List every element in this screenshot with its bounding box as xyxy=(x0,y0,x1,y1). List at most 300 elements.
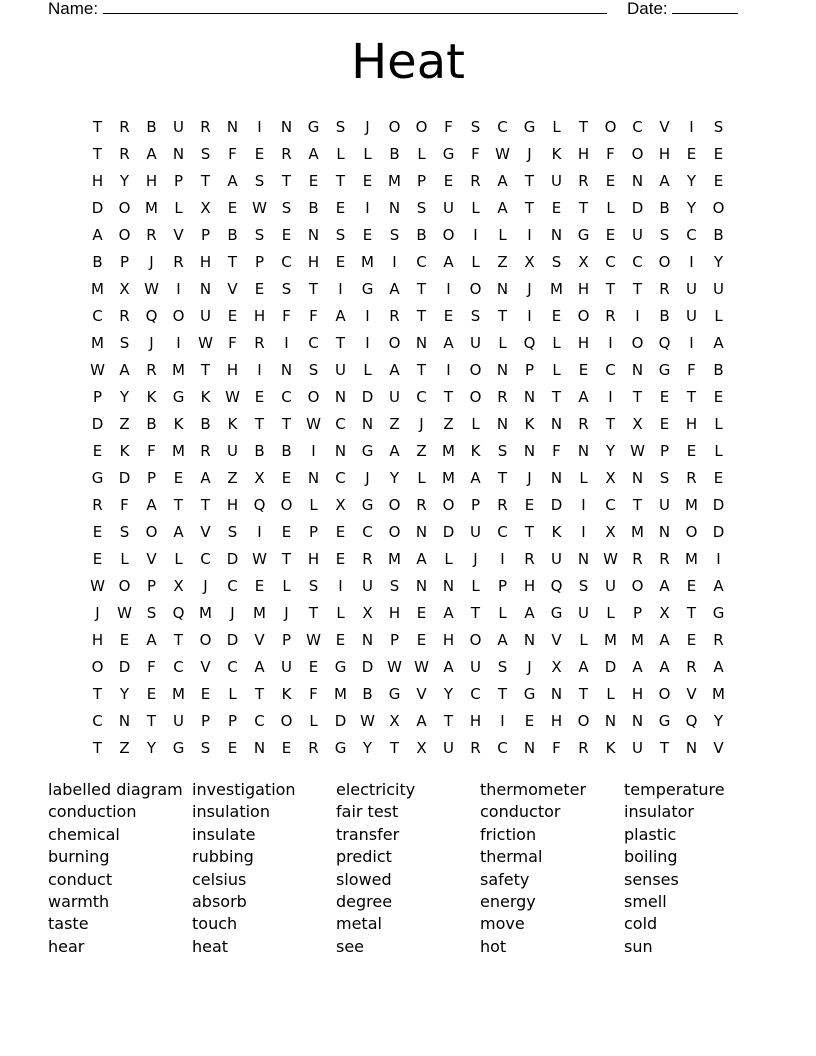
grid-letter[interactable]: M xyxy=(631,630,644,649)
grid-letter[interactable]: C xyxy=(281,387,292,406)
grid-letter[interactable]: T xyxy=(389,738,400,757)
grid-letter[interactable]: H xyxy=(226,495,239,514)
grid-letter[interactable]: L xyxy=(579,630,588,649)
grid-letter[interactable]: L xyxy=(498,603,507,622)
grid-letter[interactable]: A xyxy=(416,549,427,568)
grid-letter[interactable]: E xyxy=(713,171,724,190)
grid-letter[interactable]: E xyxy=(281,522,292,541)
grid-letter[interactable]: G xyxy=(172,387,185,406)
grid-letter[interactable]: Z xyxy=(443,414,454,433)
grid-letter[interactable]: S xyxy=(389,576,400,595)
grid-letter[interactable]: N xyxy=(226,117,239,136)
grid-letter[interactable]: H xyxy=(442,630,455,649)
grid-letter[interactable]: L xyxy=(471,198,480,217)
grid-letter[interactable]: B xyxy=(146,117,157,136)
grid-letter[interactable]: D xyxy=(712,522,725,541)
grid-letter[interactable]: D xyxy=(631,198,644,217)
grid-letter[interactable]: L xyxy=(552,117,561,136)
grid-letter[interactable]: B xyxy=(200,414,211,433)
grid-letter[interactable]: U xyxy=(551,549,562,568)
grid-letter[interactable]: L xyxy=(174,549,183,568)
grid-letter[interactable]: H xyxy=(550,711,563,730)
grid-letter[interactable]: S xyxy=(308,360,319,379)
grid-letter[interactable]: W xyxy=(630,441,645,460)
grid-letter[interactable]: T xyxy=(497,306,508,325)
grid-letter[interactable]: O xyxy=(280,711,293,730)
grid-letter[interactable]: I xyxy=(257,522,262,541)
grid-letter[interactable]: X xyxy=(254,468,265,487)
grid-letter[interactable]: Y xyxy=(686,198,697,217)
grid-letter[interactable]: A xyxy=(227,171,238,190)
grid-letter[interactable]: E xyxy=(686,576,697,595)
grid-letter[interactable]: Y xyxy=(119,171,130,190)
grid-letter[interactable]: V xyxy=(200,657,211,676)
grid-letter[interactable]: N xyxy=(550,468,563,487)
grid-letter[interactable]: T xyxy=(497,684,508,703)
grid-letter[interactable]: W xyxy=(90,360,105,379)
grid-letter[interactable]: M xyxy=(442,441,455,460)
grid-letter[interactable]: R xyxy=(713,630,724,649)
grid-letter[interactable]: A xyxy=(443,252,454,271)
grid-letter[interactable]: L xyxy=(282,576,291,595)
grid-letter[interactable]: L xyxy=(471,414,480,433)
grid-letter[interactable]: Z xyxy=(119,738,130,757)
grid-letter[interactable]: V xyxy=(686,684,697,703)
grid-letter[interactable]: S xyxy=(119,333,130,352)
grid-letter[interactable]: U xyxy=(443,198,454,217)
grid-letter[interactable]: J xyxy=(365,468,370,487)
grid-letter[interactable]: T xyxy=(605,414,616,433)
grid-letter[interactable]: U xyxy=(470,522,481,541)
grid-letter[interactable]: L xyxy=(606,684,615,703)
grid-letter[interactable]: I xyxy=(689,252,694,271)
grid-letter[interactable]: O xyxy=(469,387,482,406)
grid-letter[interactable]: S xyxy=(497,441,508,460)
grid-letter[interactable]: A xyxy=(416,711,427,730)
grid-letter[interactable]: W xyxy=(117,603,132,622)
grid-letter[interactable]: E xyxy=(524,711,535,730)
grid-letter[interactable]: A xyxy=(200,468,211,487)
grid-letter[interactable]: T xyxy=(254,414,265,433)
grid-letter[interactable]: E xyxy=(551,198,562,217)
grid-letter[interactable]: M xyxy=(388,171,401,190)
grid-letter[interactable]: O xyxy=(388,117,401,136)
grid-letter[interactable]: Z xyxy=(416,441,427,460)
grid-letter[interactable]: Q xyxy=(172,603,185,622)
grid-letter[interactable]: T xyxy=(92,144,103,163)
grid-letter[interactable]: T xyxy=(605,279,616,298)
grid-letter[interactable]: U xyxy=(659,495,670,514)
grid-letter[interactable]: E xyxy=(605,225,616,244)
grid-letter[interactable]: P xyxy=(416,171,427,190)
grid-letter[interactable]: L xyxy=(552,333,561,352)
grid-letter[interactable]: M xyxy=(199,603,212,622)
grid-letter[interactable]: H xyxy=(685,414,698,433)
grid-letter[interactable]: G xyxy=(712,603,725,622)
grid-letter[interactable]: B xyxy=(362,684,373,703)
grid-letter[interactable]: E xyxy=(281,225,292,244)
grid-letter[interactable]: R xyxy=(470,171,481,190)
grid-letter[interactable]: S xyxy=(335,225,346,244)
grid-letter[interactable]: H xyxy=(577,144,590,163)
grid-letter[interactable]: E xyxy=(551,306,562,325)
grid-letter[interactable]: O xyxy=(577,306,590,325)
grid-letter[interactable]: U xyxy=(551,171,562,190)
grid-letter[interactable]: K xyxy=(281,684,292,703)
grid-letter[interactable]: N xyxy=(361,630,374,649)
grid-letter[interactable]: S xyxy=(659,468,670,487)
grid-letter[interactable]: B xyxy=(308,198,319,217)
grid-letter[interactable]: V xyxy=(713,738,724,757)
grid-letter[interactable]: H xyxy=(199,252,212,271)
grid-letter[interactable]: T xyxy=(578,198,589,217)
grid-letter[interactable]: G xyxy=(523,117,536,136)
grid-letter[interactable]: U xyxy=(443,738,454,757)
grid-letter[interactable]: R xyxy=(200,441,211,460)
grid-letter[interactable]: F xyxy=(309,306,318,325)
grid-letter[interactable]: N xyxy=(604,711,617,730)
grid-letter[interactable]: N xyxy=(334,387,347,406)
grid-letter[interactable]: I xyxy=(635,306,640,325)
grid-letter[interactable]: P xyxy=(470,495,481,514)
grid-letter[interactable]: I xyxy=(500,549,505,568)
grid-letter[interactable]: O xyxy=(388,495,401,514)
grid-letter[interactable]: Y xyxy=(119,684,130,703)
grid-letter[interactable]: N xyxy=(577,549,590,568)
grid-letter[interactable]: C xyxy=(308,333,319,352)
grid-letter[interactable]: W xyxy=(306,630,321,649)
grid-letter[interactable]: A xyxy=(659,171,670,190)
grid-letter[interactable]: B xyxy=(659,198,670,217)
grid-letter[interactable]: P xyxy=(632,603,643,622)
grid-letter[interactable]: S xyxy=(281,198,292,217)
grid-letter[interactable]: L xyxy=(471,252,480,271)
grid-letter[interactable]: H xyxy=(91,171,104,190)
grid-letter[interactable]: E xyxy=(227,738,238,757)
grid-letter[interactable]: U xyxy=(200,306,211,325)
grid-letter[interactable]: T xyxy=(416,279,427,298)
grid-letter[interactable]: Y xyxy=(713,252,724,271)
grid-letter[interactable]: T xyxy=(92,738,103,757)
grid-letter[interactable]: J xyxy=(149,333,154,352)
grid-letter[interactable]: W xyxy=(306,414,321,433)
grid-letter[interactable]: O xyxy=(118,225,131,244)
grid-letter[interactable]: A xyxy=(173,522,184,541)
grid-letter[interactable]: N xyxy=(550,225,563,244)
grid-letter[interactable]: S xyxy=(200,738,211,757)
grid-letter[interactable]: P xyxy=(308,522,319,541)
grid-letter[interactable]: F xyxy=(606,144,615,163)
grid-letter[interactable]: E xyxy=(254,144,265,163)
grid-letter[interactable]: K xyxy=(146,387,157,406)
grid-letter[interactable]: H xyxy=(523,576,536,595)
grid-letter[interactable]: J xyxy=(230,603,235,622)
grid-letter[interactable]: N xyxy=(658,522,671,541)
grid-letter[interactable]: C xyxy=(470,684,481,703)
grid-letter[interactable]: I xyxy=(446,360,451,379)
grid-letter[interactable]: N xyxy=(442,576,455,595)
grid-letter[interactable]: Q xyxy=(253,495,266,514)
grid-letter[interactable]: X xyxy=(416,738,427,757)
grid-letter[interactable]: J xyxy=(203,576,208,595)
grid-letter[interactable]: E xyxy=(146,684,157,703)
grid-letter[interactable]: M xyxy=(604,630,617,649)
grid-letter[interactable]: M xyxy=(145,198,158,217)
grid-letter[interactable]: T xyxy=(308,279,319,298)
grid-letter[interactable]: A xyxy=(713,333,724,352)
grid-letter[interactable]: E xyxy=(686,144,697,163)
grid-letter[interactable]: M xyxy=(334,684,347,703)
grid-letter[interactable]: E xyxy=(605,171,616,190)
grid-letter[interactable]: N xyxy=(631,468,644,487)
grid-letter[interactable]: K xyxy=(227,414,238,433)
grid-letter[interactable]: F xyxy=(471,144,480,163)
grid-letter[interactable]: G xyxy=(577,225,590,244)
grid-letter[interactable]: Q xyxy=(658,333,671,352)
grid-letter[interactable]: U xyxy=(686,279,697,298)
grid-letter[interactable]: K xyxy=(551,522,562,541)
grid-letter[interactable]: D xyxy=(361,657,374,676)
grid-letter[interactable]: A xyxy=(335,306,346,325)
grid-letter[interactable]: P xyxy=(254,252,265,271)
grid-letter[interactable]: U xyxy=(470,657,481,676)
grid-letter[interactable]: F xyxy=(120,495,129,514)
grid-letter[interactable]: N xyxy=(307,468,320,487)
grid-letter[interactable]: I xyxy=(365,333,370,352)
grid-letter[interactable]: X xyxy=(659,603,670,622)
grid-letter[interactable]: O xyxy=(172,306,185,325)
grid-letter[interactable]: J xyxy=(149,252,154,271)
grid-letter[interactable]: E xyxy=(173,468,184,487)
grid-letter[interactable]: C xyxy=(497,117,508,136)
grid-letter[interactable]: A xyxy=(470,468,481,487)
grid-letter[interactable]: O xyxy=(631,333,644,352)
grid-letter[interactable]: S xyxy=(200,144,211,163)
grid-letter[interactable]: A xyxy=(146,630,157,649)
grid-letter[interactable]: O xyxy=(712,198,725,217)
grid-letter[interactable]: P xyxy=(146,576,157,595)
grid-letter[interactable]: C xyxy=(335,468,346,487)
grid-letter[interactable]: J xyxy=(473,549,478,568)
grid-letter[interactable]: N xyxy=(307,225,320,244)
grid-letter[interactable]: E xyxy=(443,306,454,325)
grid-letter[interactable]: T xyxy=(92,684,103,703)
grid-letter[interactable]: R xyxy=(281,144,292,163)
grid-letter[interactable]: N xyxy=(550,414,563,433)
grid-letter[interactable]: L xyxy=(336,144,345,163)
grid-letter[interactable]: I xyxy=(257,360,262,379)
grid-letter[interactable]: G xyxy=(361,495,374,514)
grid-letter[interactable]: I xyxy=(311,441,316,460)
grid-letter[interactable]: E xyxy=(335,549,346,568)
grid-letter[interactable]: N xyxy=(280,117,293,136)
grid-letter[interactable]: N xyxy=(361,414,374,433)
grid-letter[interactable]: N xyxy=(334,441,347,460)
grid-letter[interactable]: X xyxy=(605,468,616,487)
grid-letter[interactable]: E xyxy=(92,441,103,460)
grid-letter[interactable]: I xyxy=(500,711,505,730)
grid-letter[interactable]: U xyxy=(605,576,616,595)
grid-letter[interactable]: H xyxy=(658,144,671,163)
grid-letter[interactable]: R xyxy=(578,171,589,190)
grid-letter[interactable]: I xyxy=(365,306,370,325)
grid-letter[interactable]: T xyxy=(659,738,670,757)
grid-letter[interactable]: N xyxy=(172,144,185,163)
grid-letter[interactable]: L xyxy=(174,198,183,217)
grid-letter[interactable]: C xyxy=(686,225,697,244)
grid-letter[interactable]: I xyxy=(284,333,289,352)
grid-letter[interactable]: K xyxy=(119,441,130,460)
grid-letter[interactable]: W xyxy=(252,198,267,217)
grid-letter[interactable]: U xyxy=(632,225,643,244)
grid-letter[interactable]: L xyxy=(606,603,615,622)
grid-letter[interactable]: W xyxy=(603,549,618,568)
grid-letter[interactable]: Y xyxy=(146,738,157,757)
grid-letter[interactable]: D xyxy=(604,657,617,676)
grid-letter[interactable]: O xyxy=(415,117,428,136)
grid-letter[interactable]: P xyxy=(281,630,292,649)
grid-letter[interactable]: C xyxy=(497,738,508,757)
grid-letter[interactable]: N xyxy=(118,711,131,730)
grid-letter[interactable]: U xyxy=(281,657,292,676)
grid-letter[interactable]: A xyxy=(659,576,670,595)
grid-letter[interactable]: N xyxy=(415,522,428,541)
grid-letter[interactable]: D xyxy=(91,198,104,217)
grid-letter[interactable]: G xyxy=(388,684,401,703)
grid-letter[interactable]: X xyxy=(632,414,643,433)
grid-letter[interactable]: M xyxy=(685,495,698,514)
grid-letter[interactable]: E xyxy=(443,171,454,190)
grid-letter[interactable]: N xyxy=(631,711,644,730)
grid-letter[interactable]: E xyxy=(416,603,427,622)
grid-letter[interactable]: Z xyxy=(119,414,130,433)
grid-letter[interactable]: F xyxy=(228,333,237,352)
grid-letter[interactable]: I xyxy=(365,198,370,217)
grid-letter[interactable]: A xyxy=(497,198,508,217)
grid-letter[interactable]: K xyxy=(551,144,562,163)
grid-letter[interactable]: E xyxy=(281,468,292,487)
grid-letter[interactable]: W xyxy=(414,657,429,676)
grid-letter[interactable]: H xyxy=(577,279,590,298)
grid-letter[interactable]: O xyxy=(145,522,158,541)
grid-letter[interactable]: Q xyxy=(145,306,158,325)
grid-letter[interactable]: A xyxy=(92,225,103,244)
grid-letter[interactable]: O xyxy=(388,333,401,352)
grid-letter[interactable]: V xyxy=(173,225,184,244)
grid-letter[interactable]: O xyxy=(658,684,671,703)
grid-letter[interactable]: L xyxy=(714,414,723,433)
grid-letter[interactable]: S xyxy=(497,657,508,676)
grid-letter[interactable]: M xyxy=(631,522,644,541)
grid-letter[interactable]: J xyxy=(527,279,532,298)
grid-letter[interactable]: D xyxy=(226,549,239,568)
grid-letter[interactable]: L xyxy=(714,441,723,460)
grid-letter[interactable]: E xyxy=(119,630,130,649)
grid-letter[interactable]: K xyxy=(200,387,211,406)
grid-letter[interactable]: N xyxy=(199,279,212,298)
grid-letter[interactable]: T xyxy=(200,171,211,190)
grid-letter[interactable]: E xyxy=(92,549,103,568)
grid-letter[interactable]: F xyxy=(282,306,291,325)
grid-letter[interactable]: T xyxy=(632,279,643,298)
grid-letter[interactable]: E xyxy=(308,657,319,676)
grid-letter[interactable]: L xyxy=(471,576,480,595)
grid-letter[interactable]: P xyxy=(173,171,184,190)
grid-letter[interactable]: H xyxy=(226,360,239,379)
grid-letter[interactable]: S xyxy=(551,252,562,271)
grid-letter[interactable]: Y xyxy=(362,738,373,757)
name-field[interactable] xyxy=(48,0,607,19)
grid-letter[interactable]: R xyxy=(146,360,157,379)
grid-letter[interactable]: T xyxy=(470,603,481,622)
grid-letter[interactable]: A xyxy=(659,630,670,649)
grid-letter[interactable]: S xyxy=(389,225,400,244)
grid-letter[interactable]: T xyxy=(578,117,589,136)
grid-letter[interactable]: W xyxy=(252,549,267,568)
grid-letter[interactable]: I xyxy=(473,225,478,244)
grid-letter[interactable]: T xyxy=(335,171,346,190)
grid-letter[interactable]: J xyxy=(284,603,289,622)
grid-letter[interactable]: R xyxy=(497,495,508,514)
grid-letter[interactable]: L xyxy=(552,360,561,379)
grid-letter[interactable]: V xyxy=(551,630,562,649)
grid-letter[interactable]: V xyxy=(254,630,265,649)
grid-letter[interactable]: O xyxy=(577,711,590,730)
grid-letter[interactable]: A xyxy=(119,360,130,379)
grid-letter[interactable]: C xyxy=(92,711,103,730)
grid-letter[interactable]: P xyxy=(524,360,535,379)
grid-letter[interactable]: M xyxy=(172,684,185,703)
grid-letter[interactable]: D xyxy=(91,414,104,433)
grid-letter[interactable]: E xyxy=(362,225,373,244)
grid-letter[interactable]: C xyxy=(605,495,616,514)
grid-letter[interactable]: T xyxy=(686,603,697,622)
grid-letter[interactable]: A xyxy=(389,279,400,298)
grid-letter[interactable]: H xyxy=(469,711,482,730)
grid-letter[interactable]: N xyxy=(550,684,563,703)
grid-letter[interactable]: K xyxy=(524,414,535,433)
grid-letter[interactable]: X xyxy=(578,252,589,271)
grid-letter[interactable]: Z xyxy=(227,468,238,487)
grid-letter[interactable]: T xyxy=(551,387,562,406)
grid-letter[interactable]: U xyxy=(713,279,724,298)
grid-letter[interactable]: J xyxy=(419,414,424,433)
grid-letter[interactable]: T xyxy=(200,360,211,379)
grid-letter[interactable]: Y xyxy=(389,468,400,487)
grid-letter[interactable]: G xyxy=(523,684,536,703)
grid-letter[interactable]: R xyxy=(92,495,103,514)
grid-letter[interactable]: U xyxy=(470,333,481,352)
grid-letter[interactable]: N xyxy=(388,198,401,217)
grid-letter[interactable]: V xyxy=(416,684,427,703)
grid-letter[interactable]: E xyxy=(659,387,670,406)
grid-letter[interactable]: I xyxy=(257,117,262,136)
grid-letter[interactable]: O xyxy=(199,630,212,649)
grid-letter[interactable]: O xyxy=(307,387,320,406)
grid-letter[interactable]: K xyxy=(470,441,481,460)
grid-letter[interactable]: O xyxy=(658,252,671,271)
grid-letter[interactable]: S xyxy=(659,225,670,244)
grid-letter[interactable]: L xyxy=(417,468,426,487)
grid-letter[interactable]: O xyxy=(685,522,698,541)
grid-letter[interactable]: X xyxy=(335,495,346,514)
grid-letter[interactable]: X xyxy=(200,198,211,217)
grid-letter[interactable]: P xyxy=(200,225,211,244)
grid-letter[interactable]: D xyxy=(226,630,239,649)
grid-letter[interactable]: I xyxy=(689,333,694,352)
grid-letter[interactable]: H xyxy=(577,333,590,352)
grid-letter[interactable]: X xyxy=(389,711,400,730)
